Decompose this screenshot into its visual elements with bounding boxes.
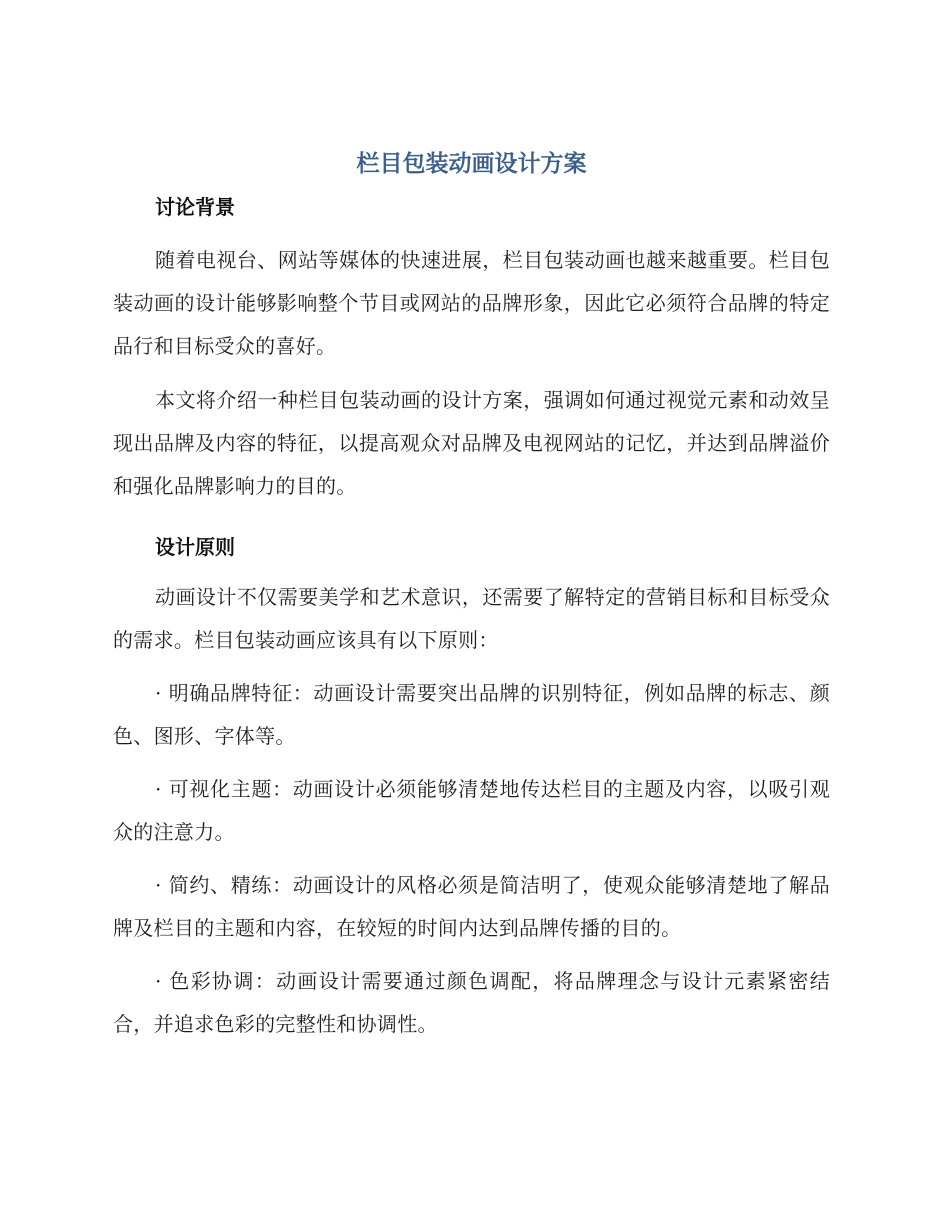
document-title: 栏目包装动画设计方案 <box>356 151 587 177</box>
principle-bullet: · 简约、精练：动画设计的风格必须是简洁明了，使观众能够清楚地了解品牌及栏目的主题和内容，在较短的时间内达到品牌传播的目的。 <box>113 873 830 940</box>
document-body <box>113 146 830 1046</box>
principles-intro: 动画设计不仅需要美学和艺术意识，还需要了解特定的营销目标和目标受众的需求。栏目包装动画应该具有以下原则： <box>113 585 830 652</box>
background-paragraph: 随着电视台、网站等媒体的快速进展，栏目包装动画也越来越重要。栏目包装动画的设计能够影响整个节目或网站的品牌形象，因此它必须符合品牌的特定品行和目标受众的喜好。 <box>113 248 830 358</box>
principle-bullet: · 色彩协调：动画设计需要通过颜色调配，将品牌理念与设计元素紧密结合，并追求色彩的完整性和协调性。 <box>113 969 830 1036</box>
principle-bullet: · 可视化主题：动画设计必须能够清楚地传达栏目的主题及内容，以吸引观众的注意力。 <box>113 777 830 844</box>
section-heading-principles: 设计原则 <box>155 535 235 559</box>
principle-bullet: · 明确品牌特征：动画设计需要突出品牌的识别特征，例如品牌的标志、颜色、图形、字体等。 <box>113 681 830 748</box>
background-paragraph: 本文将介绍一种栏目包装动画的设计方案，强调如何通过视觉元素和动效呈现出品牌及内容的特征，以提高观众对品牌及电视网站的记忆，并达到品牌溢价和强化品牌影响力的目的。 <box>113 388 830 498</box>
section-heading-background: 讨论背景 <box>155 195 235 219</box>
